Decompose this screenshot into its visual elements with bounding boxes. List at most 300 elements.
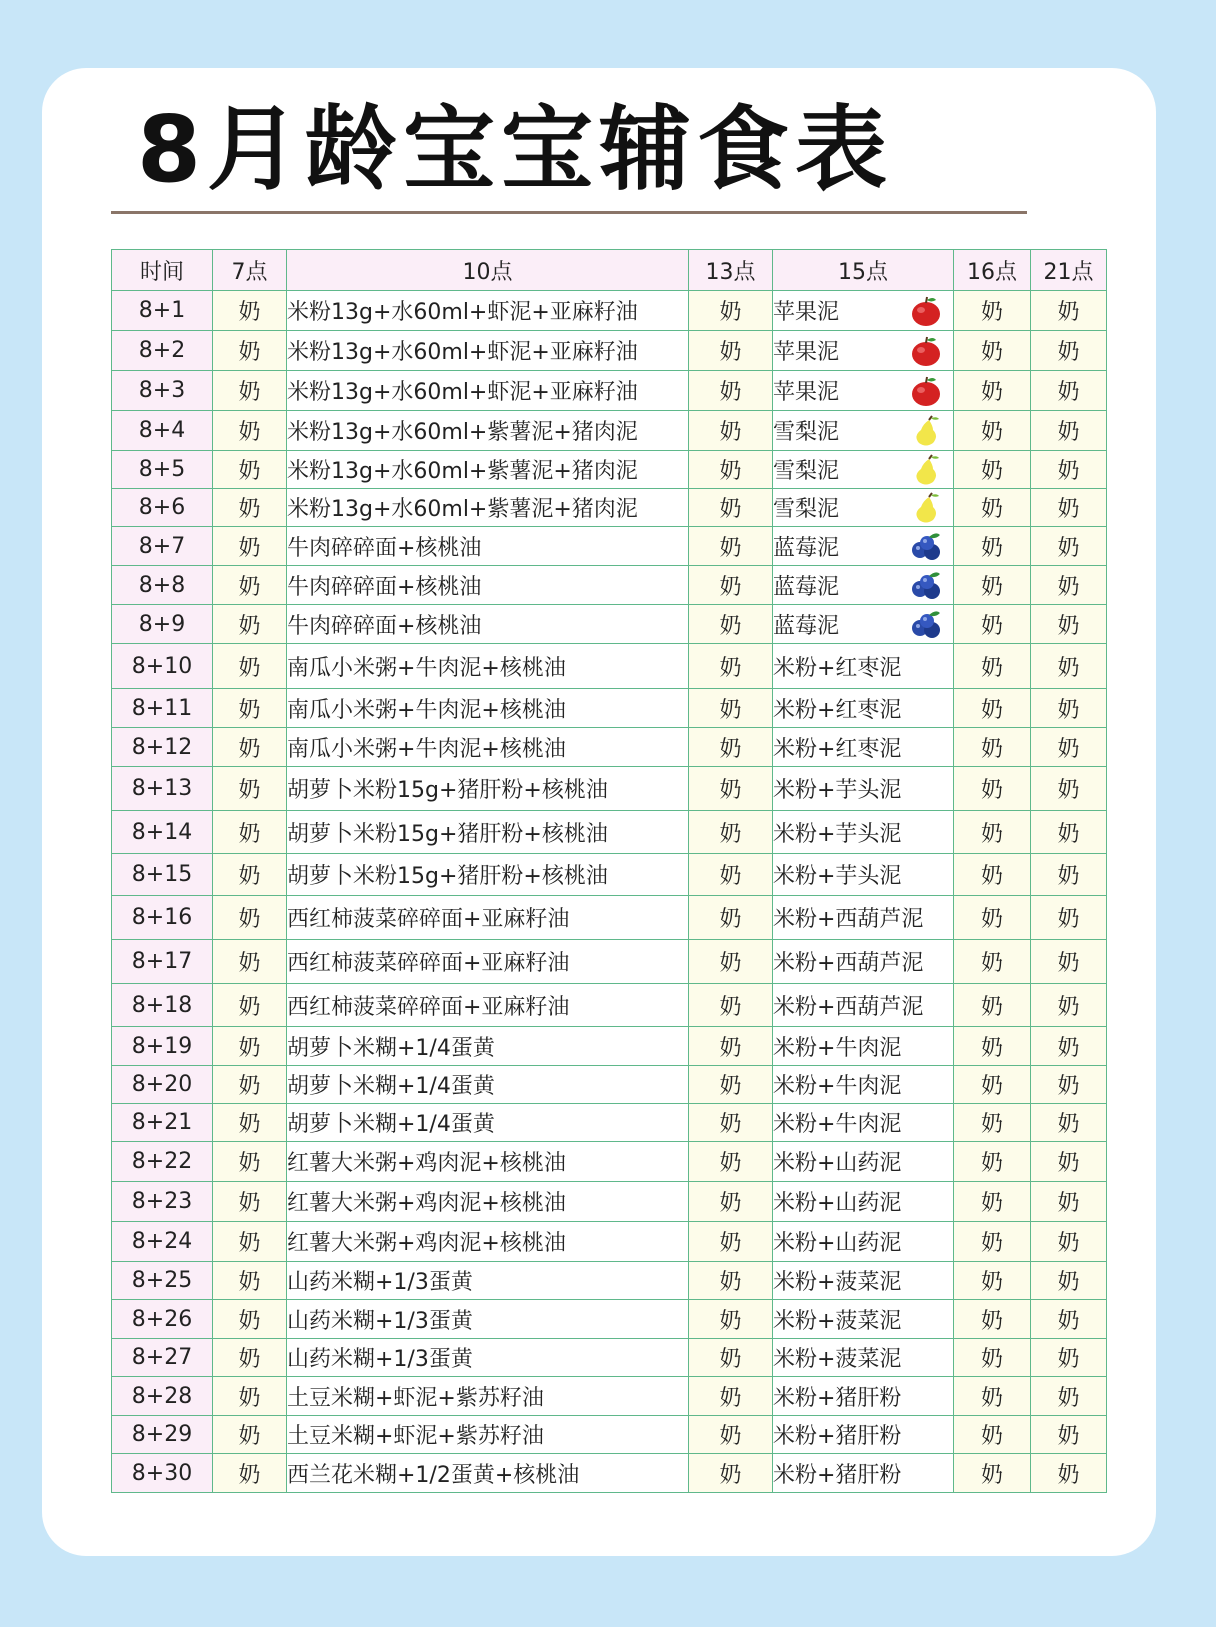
snack-15-cell <box>773 1339 954 1377</box>
milk-16-cell <box>954 1262 1031 1300</box>
date-cell <box>112 371 213 411</box>
milk-21-cell <box>1031 1262 1107 1300</box>
snack-15-cell <box>773 1454 954 1493</box>
date-cell <box>112 1416 213 1454</box>
milk-21-cell <box>1031 1182 1107 1222</box>
milk-16-cell <box>954 411 1031 451</box>
milk-13-text: 奶 <box>719 340 742 365</box>
meal-10-text: 山药米糊+1/3蛋黄 <box>287 1308 473 1334</box>
milk-16-text: 奶 <box>980 340 1003 365</box>
milk-7-cell <box>213 1300 287 1339</box>
table-row <box>112 527 1107 566</box>
milk-21-text: 奶 <box>1057 736 1080 762</box>
milk-13-cell <box>689 984 773 1027</box>
snack-15-text: 苹果泥 <box>773 380 840 405</box>
date-text: 8+13 <box>131 776 193 801</box>
table-row <box>112 566 1107 605</box>
meal-10-text: 胡萝卜米粉15g+猪肝粉+核桃油 <box>287 821 608 847</box>
milk-13-text: 奶 <box>719 1231 742 1256</box>
milk-21-text: 奶 <box>1057 574 1080 600</box>
milk-21-cell <box>1031 1066 1107 1104</box>
milk-16-cell <box>954 527 1031 566</box>
milk-7-cell <box>213 1104 287 1142</box>
date-text: 8+23 <box>131 1189 193 1214</box>
date-cell <box>112 1262 213 1300</box>
milk-21-cell <box>1031 854 1107 896</box>
snack-15-text: 蓝莓泥 <box>773 574 840 600</box>
snack-15-text: 苹果泥 <box>773 340 840 365</box>
milk-13-cell <box>689 1300 773 1339</box>
table-row <box>112 984 1107 1027</box>
header-13: 13点 <box>689 250 773 291</box>
snack-15-text: 米粉+菠菜泥 <box>773 1270 902 1295</box>
snack-15-text: 米粉+牛肉泥 <box>773 1112 902 1137</box>
meal-10-cell <box>287 940 689 984</box>
meal-10-text: 西红柿菠菜碎碎面+亚麻籽油 <box>287 907 570 932</box>
date-text: 8+12 <box>131 734 193 760</box>
meal-10-text: 西红柿菠菜碎碎面+亚麻籽油 <box>287 951 570 976</box>
milk-16-cell <box>954 451 1031 489</box>
snack-15-text: 米粉+西葫芦泥 <box>773 951 924 976</box>
snack-15-cell <box>773 1104 954 1142</box>
milk-13-text: 奶 <box>719 1424 742 1449</box>
milk-7-text: 奶 <box>238 1462 261 1488</box>
milk-16-cell <box>954 1182 1031 1222</box>
milk-7-text: 奶 <box>238 380 261 405</box>
meal-10-text: 山药米糊+1/3蛋黄 <box>287 1347 473 1372</box>
milk-21-text: 奶 <box>1057 655 1080 681</box>
snack-15-cell <box>773 1066 954 1104</box>
snack-15-cell <box>773 728 954 767</box>
milk-13-text: 奶 <box>719 864 742 889</box>
milk-16-cell <box>954 331 1031 371</box>
date-cell <box>112 1027 213 1066</box>
milk-16-text: 奶 <box>980 821 1003 847</box>
date-cell <box>112 331 213 371</box>
milk-21-cell <box>1031 1454 1107 1493</box>
milk-21-text: 奶 <box>1057 420 1080 445</box>
milk-13-text: 奶 <box>719 1347 742 1372</box>
milk-21-cell <box>1031 940 1107 984</box>
milk-16-text: 奶 <box>980 951 1003 976</box>
meal-10-cell <box>287 1066 689 1104</box>
milk-21-text: 奶 <box>1057 497 1080 522</box>
blueberry-icon <box>909 607 943 641</box>
meal-10-text: 米粉13g+水60ml+紫薯泥+猪肉泥 <box>287 459 638 484</box>
milk-16-cell <box>954 984 1031 1027</box>
meal-10-text: 牛肉碎碎面+核桃油 <box>287 535 482 561</box>
milk-21-cell <box>1031 566 1107 605</box>
milk-16-text: 奶 <box>980 655 1003 681</box>
meal-10-text: 南瓜小米粥+牛肉泥+核桃油 <box>287 736 566 762</box>
milk-13-cell <box>689 767 773 811</box>
date-cell <box>112 411 213 451</box>
snack-15-text: 蓝莓泥 <box>773 535 840 561</box>
milk-13-text: 奶 <box>719 459 742 484</box>
meal-10-cell <box>287 811 689 854</box>
meal-10-text: 南瓜小米粥+牛肉泥+核桃油 <box>287 655 566 681</box>
table-row <box>112 1416 1107 1454</box>
milk-7-cell <box>213 1066 287 1104</box>
milk-16-cell <box>954 291 1031 331</box>
snack-15-text: 米粉+红枣泥 <box>773 655 902 681</box>
milk-21-text: 奶 <box>1057 951 1080 976</box>
milk-16-text: 奶 <box>980 994 1003 1020</box>
date-cell <box>112 689 213 728</box>
blueberry-icon <box>909 529 943 563</box>
milk-21-text: 奶 <box>1057 1151 1080 1176</box>
milk-13-cell <box>689 1262 773 1300</box>
milk-13-text: 奶 <box>719 300 742 325</box>
snack-15-cell <box>773 1142 954 1182</box>
date-cell <box>112 566 213 605</box>
date-text: 8+20 <box>131 1072 193 1097</box>
meal-10-text: 南瓜小米粥+牛肉泥+核桃油 <box>287 697 566 723</box>
milk-13-text: 奶 <box>719 1308 742 1334</box>
milk-16-text: 奶 <box>980 1424 1003 1449</box>
date-text: 8+14 <box>131 819 193 845</box>
milk-7-cell <box>213 1454 287 1493</box>
snack-15-cell <box>773 1262 954 1300</box>
milk-16-text: 奶 <box>980 1462 1003 1488</box>
milk-7-cell <box>213 371 287 411</box>
meal-10-cell <box>287 896 689 940</box>
milk-21-text: 奶 <box>1057 1035 1080 1061</box>
milk-16-cell <box>954 644 1031 689</box>
milk-13-cell <box>689 489 773 527</box>
milk-7-cell <box>213 489 287 527</box>
meal-10-cell <box>287 854 689 896</box>
table-row <box>112 1142 1107 1182</box>
milk-16-cell <box>954 1454 1031 1493</box>
milk-21-cell <box>1031 1104 1107 1142</box>
milk-16-text: 奶 <box>980 1151 1003 1176</box>
snack-15-text: 米粉+芋头泥 <box>773 864 902 889</box>
header-16: 16点 <box>954 250 1031 291</box>
date-cell <box>112 1182 213 1222</box>
milk-13-cell <box>689 728 773 767</box>
milk-13-text: 奶 <box>719 994 742 1020</box>
meal-10-cell <box>287 371 689 411</box>
snack-15-text: 米粉+猪肝粉 <box>773 1385 902 1411</box>
table-row <box>112 728 1107 767</box>
milk-7-text: 奶 <box>238 1270 261 1295</box>
milk-13-cell <box>689 644 773 689</box>
milk-13-text: 奶 <box>719 907 742 932</box>
date-text: 8+1 <box>138 298 186 323</box>
date-cell <box>112 1454 213 1493</box>
milk-13-text: 奶 <box>719 1151 742 1176</box>
milk-16-cell <box>954 566 1031 605</box>
milk-16-text: 奶 <box>980 864 1003 889</box>
header-21: 21点 <box>1031 250 1107 291</box>
milk-21-cell <box>1031 1027 1107 1066</box>
date-cell <box>112 489 213 527</box>
meal-10-cell <box>287 1300 689 1339</box>
milk-7-text: 奶 <box>238 697 261 723</box>
milk-7-cell <box>213 896 287 940</box>
date-cell <box>112 451 213 489</box>
meal-10-cell <box>287 689 689 728</box>
milk-7-text: 奶 <box>238 1424 261 1449</box>
meal-10-cell <box>287 1027 689 1066</box>
milk-7-text: 奶 <box>238 994 261 1020</box>
date-text: 8+11 <box>131 695 193 721</box>
feeding-table <box>111 249 1107 1493</box>
milk-21-text: 奶 <box>1057 380 1080 405</box>
meal-10-cell <box>287 566 689 605</box>
milk-7-text: 奶 <box>238 1151 261 1176</box>
milk-21-cell <box>1031 984 1107 1027</box>
pear-icon <box>909 453 943 487</box>
date-cell <box>112 644 213 689</box>
snack-15-cell <box>773 1377 954 1416</box>
milk-7-text: 奶 <box>238 655 261 681</box>
milk-21-text: 奶 <box>1057 1270 1080 1295</box>
milk-21-cell <box>1031 605 1107 644</box>
snack-15-cell <box>773 689 954 728</box>
milk-16-text: 奶 <box>980 420 1003 445</box>
header-10: 10点 <box>287 250 689 291</box>
meal-10-cell <box>287 1339 689 1377</box>
meal-10-text: 胡萝卜米粉15g+猪肝粉+核桃油 <box>287 778 608 803</box>
snack-15-cell <box>773 984 954 1027</box>
pear-icon <box>909 491 943 525</box>
meal-10-text: 红薯大米粥+鸡肉泥+核桃油 <box>287 1151 566 1176</box>
milk-16-cell <box>954 767 1031 811</box>
meal-10-text: 西红柿菠菜碎碎面+亚麻籽油 <box>287 994 570 1020</box>
milk-16-text: 奶 <box>980 380 1003 405</box>
table-header-row <box>112 250 1107 291</box>
meal-10-text: 米粉13g+水60ml+紫薯泥+猪肉泥 <box>287 497 638 522</box>
meal-10-text: 红薯大米粥+鸡肉泥+核桃油 <box>287 1231 566 1256</box>
milk-16-cell <box>954 1416 1031 1454</box>
meal-10-cell <box>287 728 689 767</box>
milk-16-cell <box>954 940 1031 984</box>
snack-15-text: 雪梨泥 <box>773 459 840 484</box>
meal-10-cell <box>287 1222 689 1262</box>
meal-10-text: 米粉13g+水60ml+虾泥+亚麻籽油 <box>287 380 638 405</box>
date-cell <box>112 605 213 644</box>
snack-15-cell <box>773 331 954 371</box>
meal-10-cell <box>287 331 689 371</box>
meal-10-text: 米粉13g+水60ml+紫薯泥+猪肉泥 <box>287 420 638 445</box>
milk-21-text: 奶 <box>1057 994 1080 1020</box>
snack-15-cell <box>773 527 954 566</box>
milk-16-cell <box>954 1066 1031 1104</box>
milk-13-text: 奶 <box>719 497 742 522</box>
meal-10-text: 土豆米糊+虾泥+紫苏籽油 <box>287 1385 544 1411</box>
milk-7-cell <box>213 291 287 331</box>
snack-15-text: 雪梨泥 <box>773 420 840 445</box>
milk-7-cell <box>213 451 287 489</box>
snack-15-text: 米粉+菠菜泥 <box>773 1347 902 1372</box>
date-cell <box>112 1104 213 1142</box>
date-cell <box>112 896 213 940</box>
milk-16-cell <box>954 371 1031 411</box>
milk-7-text: 奶 <box>238 736 261 762</box>
date-cell <box>112 1377 213 1416</box>
date-text: 8+22 <box>131 1149 193 1174</box>
milk-16-cell <box>954 854 1031 896</box>
milk-7-text: 奶 <box>238 340 261 365</box>
table-row <box>112 489 1107 527</box>
table-row <box>112 811 1107 854</box>
date-cell <box>112 291 213 331</box>
milk-7-cell <box>213 1142 287 1182</box>
milk-13-text: 奶 <box>719 613 742 639</box>
apple-icon <box>909 334 943 368</box>
meal-10-text: 胡萝卜米糊+1/4蛋黄 <box>287 1035 495 1061</box>
milk-21-cell <box>1031 291 1107 331</box>
table-row <box>112 605 1107 644</box>
table-row <box>112 896 1107 940</box>
table-row <box>112 1300 1107 1339</box>
table-row <box>112 371 1107 411</box>
date-cell <box>112 1066 213 1104</box>
meal-10-cell <box>287 411 689 451</box>
meal-10-text: 胡萝卜米糊+1/4蛋黄 <box>287 1112 495 1137</box>
meal-10-text: 米粉13g+水60ml+虾泥+亚麻籽油 <box>287 340 638 365</box>
milk-21-text: 奶 <box>1057 1424 1080 1449</box>
meal-10-text: 西兰花米糊+1/2蛋黄+核桃油 <box>287 1462 580 1488</box>
milk-21-text: 奶 <box>1057 778 1080 803</box>
milk-7-cell <box>213 1262 287 1300</box>
date-text: 8+25 <box>131 1268 193 1293</box>
milk-13-text: 奶 <box>719 821 742 847</box>
milk-21-text: 奶 <box>1057 1231 1080 1256</box>
snack-15-cell <box>773 644 954 689</box>
date-text: 8+5 <box>138 457 186 482</box>
table-row <box>112 451 1107 489</box>
snack-15-text: 米粉+山药泥 <box>773 1151 902 1176</box>
milk-16-text: 奶 <box>980 574 1003 600</box>
milk-13-text: 奶 <box>719 1074 742 1099</box>
date-text: 8+24 <box>131 1229 193 1254</box>
meal-10-text: 土豆米糊+虾泥+紫苏籽油 <box>287 1424 544 1449</box>
milk-21-text: 奶 <box>1057 864 1080 889</box>
date-cell <box>112 1300 213 1339</box>
milk-21-cell <box>1031 451 1107 489</box>
milk-13-cell <box>689 1339 773 1377</box>
milk-16-cell <box>954 1142 1031 1182</box>
milk-21-cell <box>1031 728 1107 767</box>
milk-7-cell <box>213 566 287 605</box>
milk-16-text: 奶 <box>980 907 1003 932</box>
milk-7-text: 奶 <box>238 1231 261 1256</box>
milk-7-text: 奶 <box>238 1112 261 1137</box>
table-row <box>112 1104 1107 1142</box>
date-text: 8+3 <box>138 378 186 403</box>
snack-15-cell <box>773 1416 954 1454</box>
date-text: 8+4 <box>138 418 186 443</box>
milk-13-cell <box>689 605 773 644</box>
milk-16-cell <box>954 1222 1031 1262</box>
milk-21-cell <box>1031 1142 1107 1182</box>
milk-7-cell <box>213 767 287 811</box>
milk-13-text: 奶 <box>719 574 742 600</box>
date-cell <box>112 728 213 767</box>
milk-16-text: 奶 <box>980 497 1003 522</box>
milk-16-text: 奶 <box>980 300 1003 325</box>
milk-7-text: 奶 <box>238 535 261 561</box>
title-divider <box>111 211 1027 214</box>
milk-16-cell <box>954 605 1031 644</box>
table-row <box>112 1262 1107 1300</box>
table-row <box>112 1454 1107 1493</box>
milk-13-cell <box>689 1142 773 1182</box>
milk-16-text: 奶 <box>980 1074 1003 1099</box>
milk-16-cell <box>954 489 1031 527</box>
milk-13-text: 奶 <box>719 1112 742 1137</box>
milk-7-cell <box>213 984 287 1027</box>
milk-16-text: 奶 <box>980 1112 1003 1137</box>
milk-7-text: 奶 <box>238 613 261 639</box>
milk-7-cell <box>213 1027 287 1066</box>
milk-21-cell <box>1031 1339 1107 1377</box>
milk-7-cell <box>213 940 287 984</box>
milk-21-text: 奶 <box>1057 1191 1080 1216</box>
date-cell <box>112 854 213 896</box>
snack-15-cell <box>773 811 954 854</box>
meal-10-text: 胡萝卜米糊+1/4蛋黄 <box>287 1074 495 1099</box>
milk-13-cell <box>689 1222 773 1262</box>
milk-13-cell <box>689 940 773 984</box>
meal-10-cell <box>287 1142 689 1182</box>
meal-10-cell <box>287 1182 689 1222</box>
milk-16-cell <box>954 1300 1031 1339</box>
meal-10-cell <box>287 1377 689 1416</box>
snack-15-cell <box>773 566 954 605</box>
milk-21-cell <box>1031 644 1107 689</box>
apple-icon <box>909 294 943 328</box>
milk-21-text: 奶 <box>1057 300 1080 325</box>
milk-7-cell <box>213 605 287 644</box>
snack-15-text: 米粉+红枣泥 <box>773 736 902 762</box>
milk-16-cell <box>954 1104 1031 1142</box>
milk-7-cell <box>213 1182 287 1222</box>
milk-16-cell <box>954 896 1031 940</box>
milk-21-cell <box>1031 1222 1107 1262</box>
milk-16-cell <box>954 728 1031 767</box>
milk-16-text: 奶 <box>980 1270 1003 1295</box>
milk-16-text: 奶 <box>980 1385 1003 1411</box>
milk-13-text: 奶 <box>719 1035 742 1061</box>
table-row <box>112 644 1107 689</box>
milk-7-text: 奶 <box>238 497 261 522</box>
milk-21-cell <box>1031 371 1107 411</box>
meal-10-text: 胡萝卜米粉15g+猪肝粉+核桃油 <box>287 864 608 889</box>
table-row <box>112 1182 1107 1222</box>
milk-21-text: 奶 <box>1057 821 1080 847</box>
page-title: 8月龄宝宝辅食表 <box>136 96 893 203</box>
milk-13-text: 奶 <box>719 778 742 803</box>
milk-16-text: 奶 <box>980 778 1003 803</box>
date-cell <box>112 1339 213 1377</box>
milk-21-cell <box>1031 331 1107 371</box>
milk-7-text: 奶 <box>238 1074 261 1099</box>
milk-13-cell <box>689 1104 773 1142</box>
date-text: 8+26 <box>131 1306 193 1332</box>
table-row <box>112 331 1107 371</box>
milk-13-text: 奶 <box>719 736 742 762</box>
meal-10-cell <box>287 644 689 689</box>
milk-16-cell <box>954 1027 1031 1066</box>
meal-10-cell <box>287 605 689 644</box>
snack-15-text: 雪梨泥 <box>773 497 840 522</box>
milk-13-cell <box>689 896 773 940</box>
milk-13-cell <box>689 1416 773 1454</box>
